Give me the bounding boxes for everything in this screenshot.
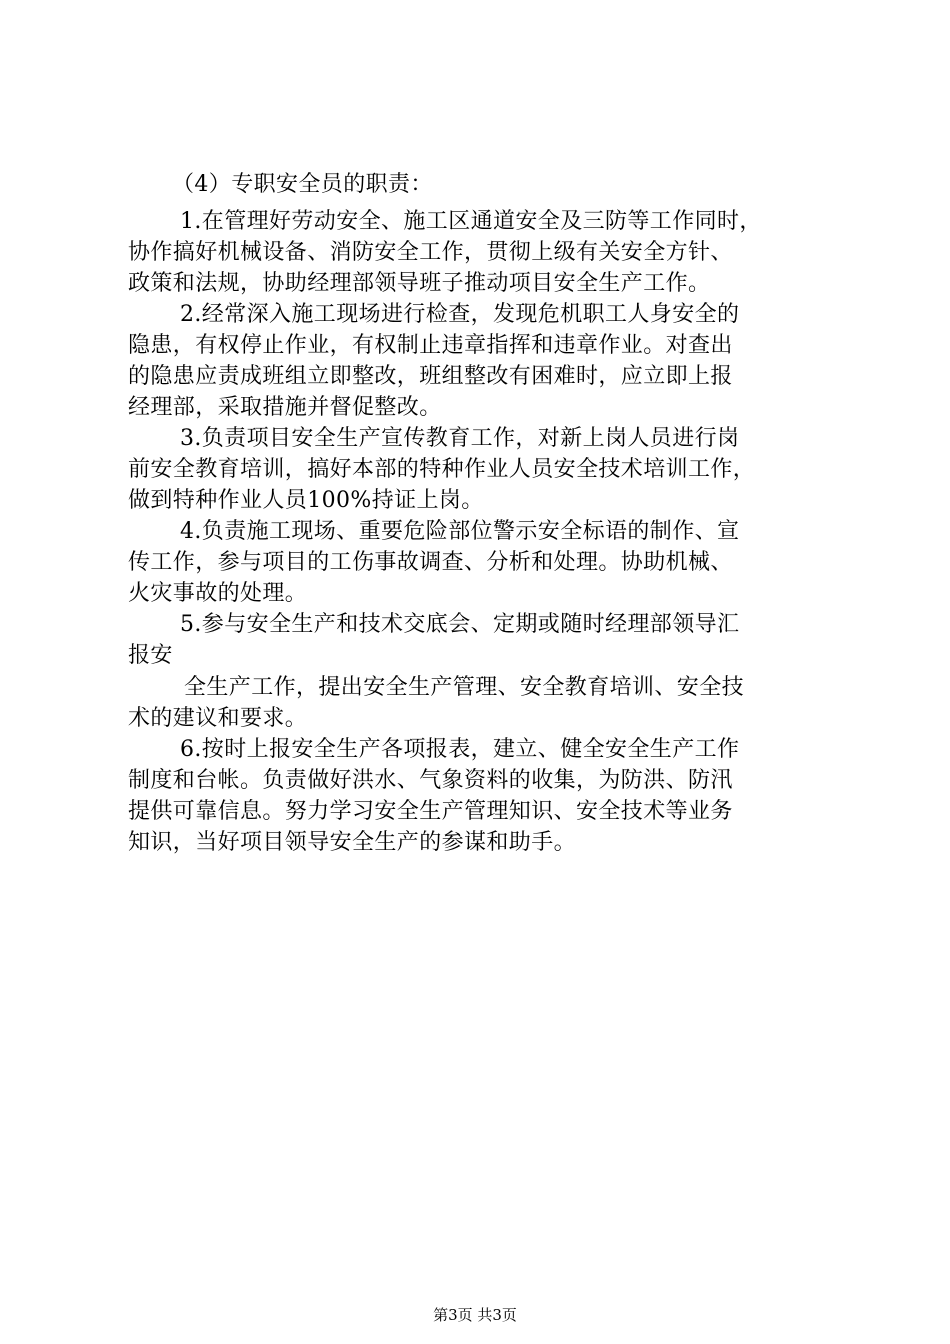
paragraph-line: 2.经常深入施工现场进行检查，发现危机职工人身安全的 [180, 302, 740, 327]
paragraph-line: 经理部，采取措施并督促整改。 [128, 395, 442, 420]
paragraph-line: 知识，当好项目领导安全生产的参谋和助手。 [128, 830, 577, 855]
paragraph-line: 政策和法规，协助经理部领导班子推动项目安全生产工作。 [128, 271, 711, 296]
paragraph-line: 隐患，有权停止作业，有权制止违章指挥和违章作业。对查出 [128, 333, 733, 358]
paragraph-line: 做到特种作业人员100%持证上岗。 [128, 488, 484, 513]
paragraph-line: 协作搞好机械设备、消防安全工作，贯彻上级有关安全方针、 [128, 240, 733, 265]
section-heading: （4）专职安全员的职责： [172, 172, 433, 197]
paragraph-line: 3.负责项目安全生产宣传教育工作，对新上岗人员进行岗 [180, 426, 740, 451]
paragraph-line: 传工作，参与项目的工伤事故调查、分析和处理。协助机械、 [128, 550, 733, 575]
paragraph-line: 术的建议和要求。 [128, 706, 308, 731]
paragraph-line: 火灾事故的处理。 [128, 581, 308, 606]
paragraph-line: 全生产工作，提出安全生产管理、安全教育培训、安全技 [184, 675, 745, 700]
paragraph-line: 的隐患应责成班组立即整改，班组整改有困难时，应立即上报 [128, 364, 733, 389]
page-number-footer: 第3页 共3页 [433, 1306, 517, 1324]
paragraph-line: 1.在管理好劳动安全、施工区通道安全及三防等工作同时， [180, 209, 762, 234]
paragraph-line: 5.参与安全生产和技术交底会、定期或随时经理部领导汇 [180, 612, 740, 637]
paragraph-line: 4.负责施工现场、重要危险部位警示安全标语的制作、宣 [180, 519, 740, 544]
paragraph-line: 制度和台帐。负责做好洪水、气象资料的收集，为防洪、防汛 [128, 768, 733, 793]
paragraph-line: 提供可靠信息。努力学习安全生产管理知识、安全技术等业务 [128, 799, 733, 824]
paragraph-line: 6.按时上报安全生产各项报表，建立、健全安全生产工作 [180, 737, 740, 762]
paragraph-line: 前安全教育培训，搞好本部的特种作业人员安全技术培训工作， [128, 457, 756, 482]
paragraph-line: 报安 [128, 643, 173, 668]
